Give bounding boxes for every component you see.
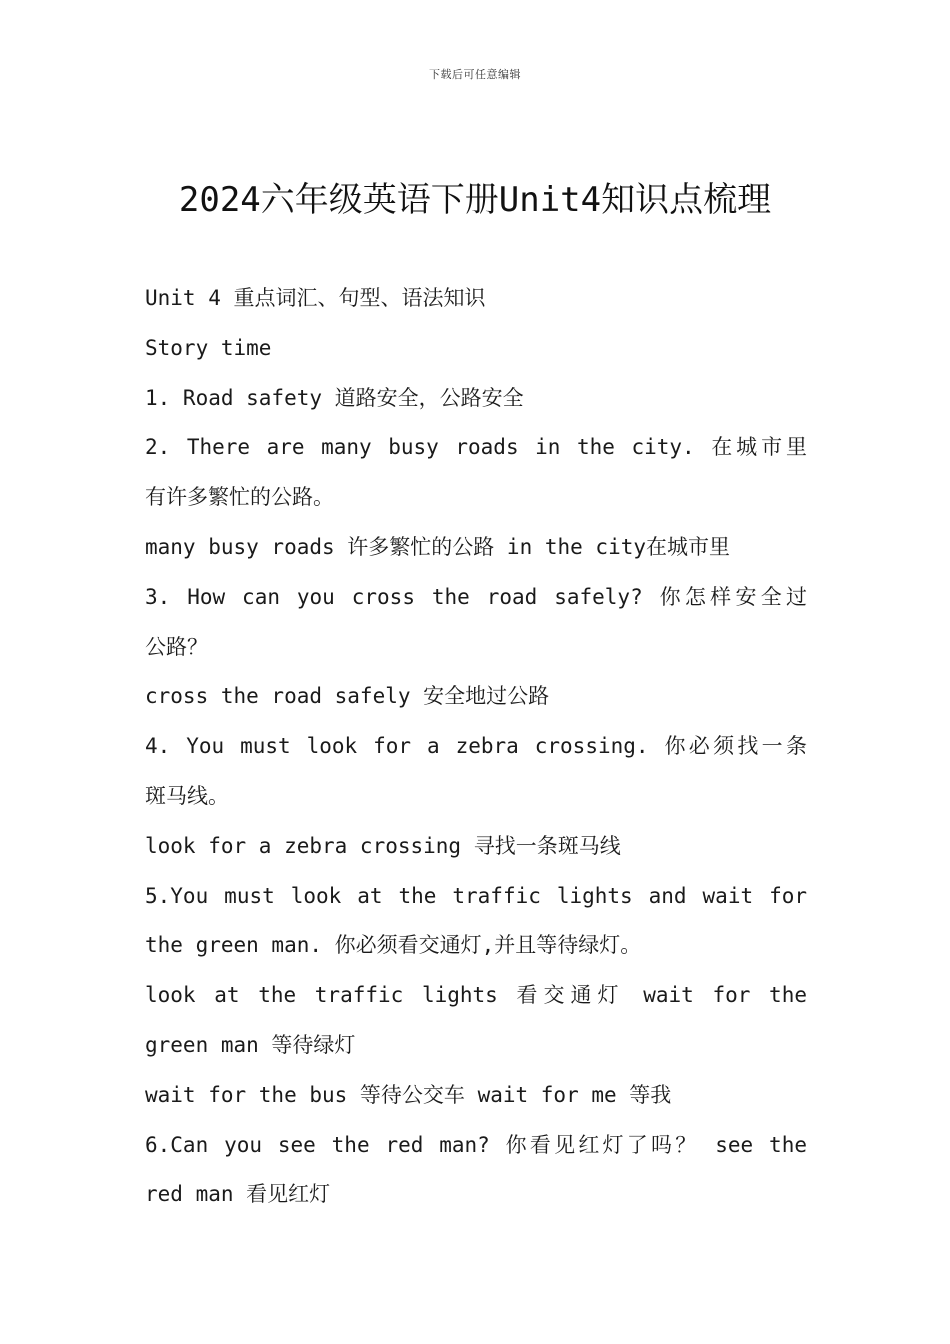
body-line-phrase-zebra-crossing: look for a zebra crossing 寻找一条斑马线 [145, 833, 621, 858]
body-line-item-3: 3. How can you cross the road safely? 你怎样安全过 [145, 584, 807, 609]
body-line-phrase-traffic-lights: look at the traffic lights 看交通灯 wait for the [145, 983, 807, 1008]
document-title: 2024六年级英语下册Unit4知识点梳理 [178, 180, 772, 220]
body-line-item-1: 1. Road safety 道路安全，公路安全 [145, 385, 524, 410]
body-line-section-heading: Unit 4 重点词汇、句型、语法知识 [145, 286, 486, 310]
body-line-phrase-busy-roads: many busy roads 许多繁忙的公路 in the city在城市里 [145, 534, 731, 559]
page-header-note: 下载后可任意编辑 [429, 68, 521, 81]
body-line-phrase-wait-for: wait for the bus 等待公交车 wait for me 等我 [145, 1082, 672, 1107]
body-line-item-5: 5.You must look at the traffic lights and wait for [145, 883, 807, 908]
body-line-phrase-cross-road: cross the road safely 安全地过公路 [145, 684, 550, 709]
body-line-item-6-cont: red man 看见红灯 [145, 1182, 331, 1207]
document-body [145, 274, 807, 1220]
body-line-item-3-cont: 公路？ [145, 634, 208, 659]
body-line-story-time: Story time [145, 335, 272, 360]
body-line-item-4: 4. You must look for a zebra crossing. 你必须找一条 [145, 734, 807, 759]
body-line-item-5-cont: the green man. 你必须看交通灯,并且等待绿灯。 [145, 933, 642, 958]
body-line-item-6: 6.Can you see the red man? 你看见红灯了吗？ see the [145, 1132, 807, 1157]
body-line-item-2-cont: 有许多繁忙的公路。 [145, 485, 334, 510]
body-line-item-4-cont: 斑马线。 [145, 783, 229, 808]
body-line-item-2: 2. There are many busy roads in the city. 在城市里 [145, 435, 807, 460]
body-line-phrase-green-man: green man 等待绿灯 [145, 1032, 356, 1057]
